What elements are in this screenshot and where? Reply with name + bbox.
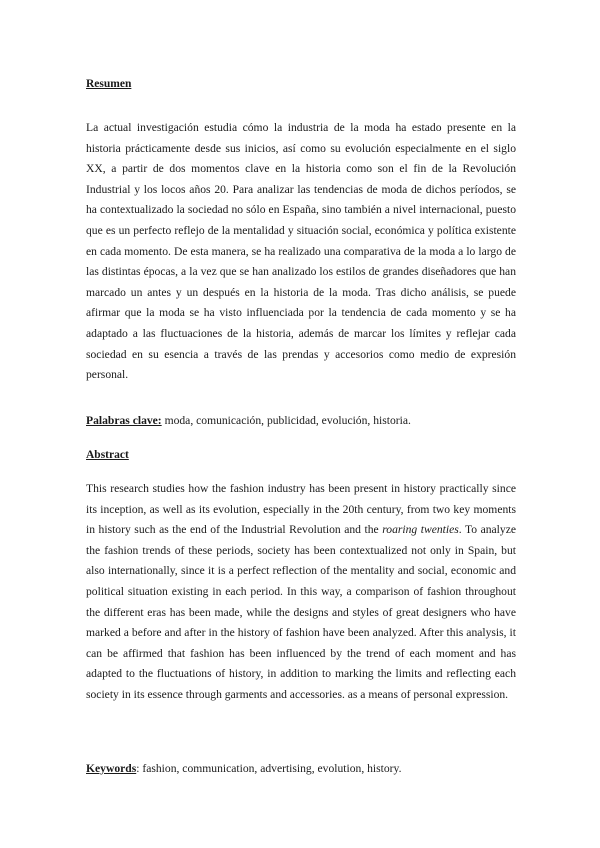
palabras-clave-line: [86, 414, 411, 428]
abstract-text-part1: This research studies how the fashion industry has been present in history practically since its inception, as well as its evolution, especially in the 20th century, from two key moments in history such as the end of the Industrial Revolution and the: [86, 482, 516, 537]
abstract-paragraph: [86, 479, 516, 706]
abstract-text-italic: roaring twenties: [382, 523, 459, 537]
abstract-text-part2: . To analyze the fashion trends of these periods, society has been contextualized not only in Spain, but also internationally, since it is a perfect reflection of the mentality and social, economic and political situation existing in each period. In this way, a comparison of fashion throughout the different eras has been made, while the designs and styles of great designers who have marked a before and after in the history of fashion have been analyzed. After this analysis, it can be affirmed that fashion has been influenced by the trend of each moment and has adapted to the fluctuations of history, in addition to marking the limits and reflecting each society in its essence through garments and accessories. as a means of personal expression.: [86, 523, 516, 701]
keywords-line: [86, 762, 401, 776]
abstract-heading: Abstract: [86, 449, 129, 461]
keywords-label: Keywords: [86, 762, 137, 775]
resumen-heading: Resumen: [86, 78, 132, 90]
palabras-clave-label: Palabras clave:: [86, 414, 162, 427]
keywords-values: : fashion, communication, advertising, evolution, history.: [136, 762, 402, 775]
resumen-paragraph: La actual investigación estudia cómo la industria de la moda ha estado presente en la historia prácticamente desde sus inicios, así como su evolución especialmente en el siglo XX, a partir de dos momentos clave en la historia como son el fin de la Revolución Industrial y los locos años 20. Para analizar las tendencias de moda de dichos períodos, se ha contextualizado la sociedad no sólo en España, sino también a nivel internacional, puesto que es un perfecto reflejo de la mentalidad y situación social, económica y política existente en cada momento. De esta manera, se ha realizado una comparativa de la moda a lo largo de las distintas épocas, a la vez que se han analizado los estilos de grandes diseñadores que han marcado un antes y un después en la historia de la moda. Tras dicho análisis, se puede afirmar que la moda se ha visto influenciada por la tendencia de cada momento y se ha adaptado a las fluctuaciones de la historia, además de marcar los límites y reflejar cada sociedad en su esencia a través de las prendas y accesorios como medio de expresión personal.: [86, 121, 516, 382]
palabras-clave-values: moda, comunicación, publicidad, evolución, historia.: [161, 414, 411, 427]
